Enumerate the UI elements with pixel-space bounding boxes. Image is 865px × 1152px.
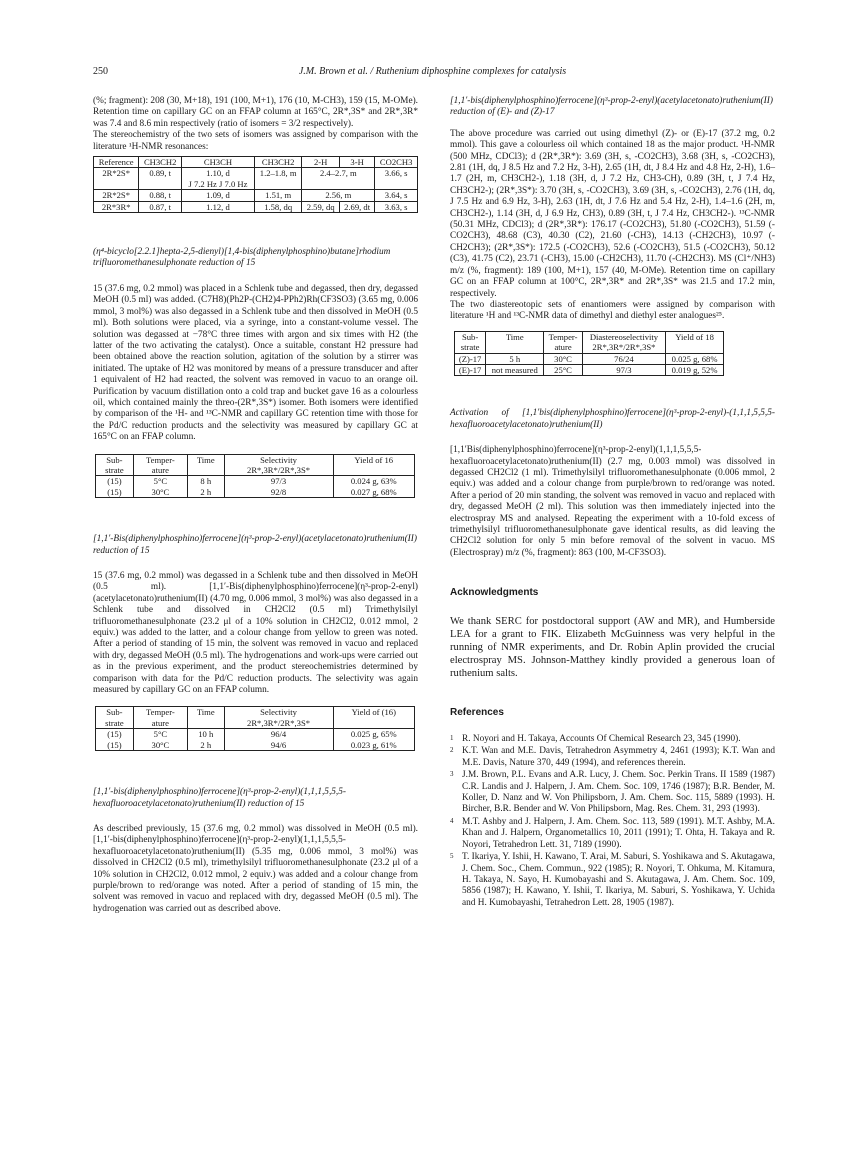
table-header-cell: Selectivity 2R*,3R*/2R*,3S* [224,707,333,729]
table-cell: 0.023 g, 61% [333,740,414,751]
table-cell: 2.56, m [302,190,375,201]
table-cell: 92/8 [224,487,333,498]
table-row [94,168,418,190]
table-cell: 30°C [133,487,187,498]
running-head: J.M. Brown et al. / Ruthenium diphosphine complexes for catalysis [298,66,567,77]
table-header-cell: CO2CH3 [375,157,418,168]
table-header-cell: Sub- strate [96,707,134,729]
page-header [93,66,772,80]
table-cell: 2 h [187,487,224,498]
nmr-reference-table [93,156,418,213]
section-heading-activation: Activation of [1,1′bis(diphenylphosphino)ferrocene](η³-prop-2-enyl)-(1,1,1,5,5,5-hexafluoroacetylacetonato)ruthenium(II) [450,408,775,430]
table-header-cell: Time [187,454,224,476]
table-cell: 0.025 g, 68% [666,353,724,364]
table-row [96,740,415,751]
table-header-cell: CH3CH2 [139,157,182,168]
table-cell: 2R*2S* [94,168,139,190]
table-header-cell: Temper- ature [544,331,582,353]
table-cell: 2.4–2.7, m [302,168,375,190]
table-cell: 1.12, d [182,201,255,212]
table-cell: 3.66, s [375,168,418,190]
table-header-cell: Yield of 18 [666,331,724,353]
ru-acac-procedure-paragraph: 15 (37.6 mg, 0.2 mmol) was degassed in a Schlenk tube and then dissolved in MeOH (0.5 ml). [1,1′-Bis(diphenylphosphino)ferrocene](η³-prop-2-enyl)(acetylacetonato)ruthenium(II) (4.70 mg, 0.006 mmol, 3 mol%) was also degassed in a Schlenk tube and dissolved in CH2Cl2 (0.5 ml) Trimethylsilyl trifluoromethanesulphonate (23.2 μl of a 10% solution in CH2Cl2, 0.012 mmol, 2 equiv.) was added to the latter, and a colour change from yellow to green was noted. After a period of standing of 15 min, the solvent was removed in vacuo and replaced with dry, degassed MeOH (0.5 ml). The hydrogenations and work-ups were carried out as in the previous experiment, and the product stereochemistries determined by comparison with data for the Pd/C reduction products. The selectivity was again measured by capillary GC on an FFAP column. [93,571,418,696]
table-header-row [96,454,415,476]
table-cell: 0.87, t [139,201,182,212]
table-cell: 0.025 g, 65% [333,729,414,740]
table-cell: (15) [96,487,134,498]
table-cell: 1.09, d [182,190,255,201]
reference-item [450,770,775,816]
assignment-paragraph: The two diastereotopic sets of enantiomers were assigned by comparison with literature ¹H and ¹³C-NMR data of dimethyl and diethyl ester analogues²⁵. [450,299,775,322]
reference-text: T. Ikariya, Y. Ishii, H. Kawano, T. Arai, M. Saburi, S. Yoshikawa and S. Akutagawa, J. Chem. Soc., Chem. Commun., 922 (1985); R. Noyori, T. Ohkuma, M. Kitamura, H. Takaya, N. Sayo, H. Kumobayashi and S. Akutagawa, J. Am. Chem. Soc. 109, 5856 (1987); H. Kawano, Y. Ishii, T. Ikariya, M. Saburi, S. Yoshikawa, Y. Uchida and H. Kumobayashi, Tetrahedron Lett. 28, 1905 (1987). [462,852,775,908]
ru-17-procedure-paragraph: The above procedure was carried out using dimethyl (Z)- or (E)-17 (37.2 mg, 0.2 mmol). This gave a colourless oil which contained 18 as the major product. ¹H-NMR (500 MHz, CDCl3); d (2R*,3R*): 3.69 (3H, s, -CO2CH3), 3.68 (3H, s, -CO2CH3), 2.81 (1H, dq, J 8.5 Hz and 7.2 Hz, 3-H), 2.65 (1H, dt, J 8.4 Hz and 4.8 Hz, 2-H), 1.6–1.7 (2H, m, CH3CH2-), 1.18 (3H, d, J 7.2 Hz, CH3-CH), 0.89 (3H, t, J 7.4 Hz, CH3CH2-); (2R*,3S*): 3.70 (3H, s, -CO2CH3), 3.69 (3H, s, -CO2CH3), 2.76 (1H, dq, J 7.5 Hz and 6.9 Hz, 3-H), 2.63 (1H, dt, J 7.6 Hz and 5.4 Hz, 2-H), 1.4–1.6 (2H, m, CH3CH2-), 1.14 (3H, d, J 6.9 Hz, CH3), 0.89 (3H, t, J 7.4 Hz, CH3CH2-). ¹³C-NMR (50.31 MHz, CDCl3); d (2R*,3R*): 176.17 (-CO2CH3), 51.80 (-CO2CH3), 51.59 (-CO2CH3), 48.68 (C3), 40.30 (C2), 21.60 (-CH3), 14.13 (-CH2CH3), 10.97 (-CH2CH3); (2R*,3S*): 172.5 (-CO2CH3), 52.6 (-CO2CH3), 51.5 (-CO2CH3), 50.12 (C3), 41.75 (C2), 23.71 (-CH3), 15.00 (-CH2CH3), 11.70 (-CH2CH3). MS (Cl⁺/NH3) m/z (%, fragment): 189 (100, M+1), 157 (40, M-OMe). Retention time on capillary GC on an FFAP column at 100°C, 2R*,3R* and 2R*,3S* was 21.5 and 17.2 min, respectively. [450,128,775,299]
table-cell: 1.10, d J 7.2 Hz J 7.0 Hz [182,168,255,190]
selectivity-table-rh [95,454,415,499]
section-heading-ru-acac: [1,1′-Bis(diphenylphosphino)ferrocene](η³-prop-2-enyl)(acetylacetonato)ruthenium(II) reduction of 15 [93,534,417,556]
table-cell: 1.58, dq [254,201,302,212]
reference-item [450,746,775,769]
diastereoselectivity-table [454,331,724,377]
table-cell: 3.64, s [375,190,418,201]
reference-number: 2 [450,746,454,755]
reference-number: 5 [450,852,454,861]
table-cell: 5°C [133,729,187,740]
references-heading: References [450,706,504,718]
table-cell: 2 h [187,740,224,751]
table-cell: 76/24 [582,353,665,364]
table-header-cell: Time [486,331,544,353]
table-cell: 10 h [187,729,224,740]
table-cell: 30°C [133,740,187,751]
table-cell: (15) [96,729,134,740]
reference-number: 3 [450,770,454,779]
reference-number: 1 [450,734,454,743]
section-heading-ru-17: [1,1′-bis(diphenylphosphino)ferrocene](η³-prop-2-enyl)(acetylacetonato)ruthenium(II) reduction of (E)- and (Z)-17 [450,96,773,118]
table-cell: 96/4 [224,729,333,740]
table-header-cell: Sub- strate [455,331,486,353]
table-cell: 2.59, dq [302,201,340,212]
table-cell: 8 h [187,476,224,487]
table-header-cell: CH3CH2 [254,157,302,168]
table-row [96,476,415,487]
table-cell: 0.89, t [139,168,182,190]
table-row [455,364,724,375]
table-cell: 25°C [544,364,582,375]
activation-paragraph: [1,1′Bis(diphenylphosphino)ferrocene](η³-prop-2-enyl)(1,1,1,5,5,5-hexafluoroacetylacetonato)ruthenium(II) (2.7 mg, 0.003 mmol) was dissolved in degassed CH2Cl2 (1 ml). Trimethylsilyl trifluoromethanesulphonate (0.006 mmol, 2 equiv.) was added and a colour change from purple/brown to red/orange was noted. After a period of 20 min standing, the solvent was removed in vacuo and replaced with dry, degassed MeOH (2 ml). This solution was then immediately injected into the electrospray MS and analysed. Repeating the experiment with a 10-fold excess of trimethylsilyl trifluoromethanesulphonate gave identical results, as did leaving the CH2Cl2 solution for only 5 min before removal of the solvent in vacuo. MS (Electrospray) m/z (%, fragment): 863 (100, M-CF3SO3). [450,445,775,558]
acknowledgments-text: We thank SERC for postdoctoral support (AW and MR), and Humberside LEA for a grant to FIK. Elizabeth McGuinness was very helpful in the running of NMR experiments, and Dr. Robin Aplin provided the crucial electrospray MS. Johnson-Matthey kindly provided a generous loan of ruthenium salts. [450,615,775,680]
table-header-cell: 3-H [339,157,374,168]
reference-item [450,817,775,851]
table-cell: 2R*2S* [94,190,139,201]
table-header-cell: Time [187,707,224,729]
table-cell: (Z)-17 [455,353,486,364]
table-header-cell: Selectivity 2R*,3R*/2R*,3S* [224,454,333,476]
right-column [450,96,775,910]
rh-procedure-paragraph: 15 (37.6 mg, 0.2 mmol) was placed in a Schlenk tube and degassed, then dry, degassed MeOH (0.5 ml) was added. (C7H8)(Ph2P-(CH2)4-PPh2)Rh(CF3SO3) (3.65 mg, 0.006 mmol, 3 mol%) was also degassed in a Schlenk tube and then dissolved in MeOH (0.5 ml). Both solutions were placed, via a syringe, into a constant-volume vessel. The solution was degassed at −78°C three times with argon and six times with H2 (the latter of the two activating the catalyst). Once a suitable, constant H2 pressure had been obtained above the reaction solution, agitation of the solution by a stirrer was initiated. The uptake of H2 was monitored by means of a pressure transducer and after 1 equivalent of H2 had reacted, the solvent was removed in vacuo to an orange oil. Purification by vacuum distillation onto a cold trap and bucket gave 16 as a colourless oil, which contained mainly the threo-(2R*,3S*) isomer. Both isomers were identified by comparison of the ¹H- and ¹³C-NMR and capillary GC retention time with those for the Pd/C reduction products and the selectivity was measured by capillary GC at 165°C on an FFAP column. [93,283,418,443]
table-cell: 0.027 g, 68% [333,487,414,498]
table-cell: 0.019 g, 52% [666,364,724,375]
table-cell: 1.51, m [254,190,302,201]
table-cell: 5°C [133,476,187,487]
stereo-paragraph: The stereochemistry of the two sets of isomers was assigned by comparison with the literature ¹H-NMR resonances: [93,130,418,152]
table-cell: 97/3 [582,364,665,375]
table-header-cell: Reference [94,157,139,168]
table-cell: 97/3 [224,476,333,487]
table-cell: 94/6 [224,740,333,751]
table-cell: 2R*3R* [94,201,139,212]
reference-text: M.T. Ashby and J. Halpern, J. Am. Chem. Soc. 113, 589 (1991). M.T. Ashby, M.A. Khan and J. Halpern, Organometallics 10, 2011 (1991); T. Ohta, H. Takaya and R. Noyori, Tetrahedron Lett. 31, 7189 (1990). [462,816,775,850]
ru-hfacac-procedure-paragraph: As described previously, 15 (37.6 mg, 0.2 mmol) was dissolved in MeOH (0.5 ml). [1,1′-bis(diphenylphosphino)ferrocene](η³-prop-2-enyl)(1,1,1,5,5,5-hexafluoroacetylacetonato)ruthenium(II) (5.35 mg, 0.006 mmol, 3 mol%) was dissolved in CH2Cl2 (0.5 ml), trimethylsilyl trifluoromethanesulphonate (23.2 μl of a 10% solution in CH2Cl2, 0.012 mmol, 2 equiv.) was added and a colour change from purple/brown to red/orange was noted. After a period of standing of 15 min, the solvent was removed in vacuo and replaced with dry, degassed MeOH (0.5 ml). The hydrogenation was carried out as described above. [93,823,418,914]
table-header-row [94,157,418,168]
page-number: 250 [93,66,108,77]
acknowledgments-heading: Acknowledgments [450,587,539,599]
table-header-cell: CH3CH [182,157,255,168]
reference-item [450,734,775,745]
reference-item [450,852,775,909]
table-header-row [96,707,415,729]
selectivity-table-ru-acac [95,706,415,751]
section-heading-ru-hfacac: [1,1′-bis(diphenylphosphino)ferrocene](η³-prop-2-enyl)(1,1,1,5,5,5-hexafluoroacetylacetonato)ruthenium(II) reduction of 15 [93,787,346,809]
reference-text: R. Noyori and H. Takaya, Accounts Of Chemical Research 23, 345 (1990). [462,734,741,745]
table-cell: 0.024 g, 63% [333,476,414,487]
references-list [450,734,775,909]
reference-text: K.T. Wan and M.E. Davis, Tetrahedron Asymmetry 4, 2461 (1993); K.T. Wan and M.E. Davis, Nature 370, 449 (1994), and references therein. [462,746,775,768]
table-header-cell: Yield of 16 [333,454,414,476]
intro-paragraph: (%; fragment): 208 (30, M+18), 191 (100, M+1), 176 (10, M-CH3), 159 (15, M-OMe). Retention time on capillary GC on an FFAP column at 165°C, 2R*,3S* and 2R*,3R* was 7.4 and 8.6 min respectively (ratio of isomers = 3/2 respectively). [93,96,418,129]
section-heading-rh: (η⁴-bicyclo[2.2.1]hepta-2,5-dienyl)[1,4-bis(diphenylphosphino)butane]rhodium trifluoromethanesulphonate reduction of 15 [93,247,391,269]
table-header-cell: Yield of (16) [333,707,414,729]
left-column [93,96,418,915]
reference-text: J.M. Brown, P.L. Evans and A.R. Lucy, J. Chem. Soc. Perkin Trans. II 1589 (1987) C.R. Landis and J. Halpern, J. Am. Chem. Soc. 109, 1746 (1987); B.R. Bender, M. Koller, D. Nanz and W. Von Philipsborn, J. Am. Chem. Soc. 115, 5889 (1993). H. Bircher, B.R. Bender and W. Von Philipsborn, Mag. Res. Chem. 31, 293 (1993). [462,770,775,815]
table-cell: 3.63, s [375,201,418,212]
table-cell: 5 h [486,353,544,364]
table-cell: (15) [96,476,134,487]
table-cell: 2.69, dt [339,201,374,212]
table-cell: not measured [486,364,544,375]
table-header-cell: Temper- ature [133,454,187,476]
table-cell: 30°C [544,353,582,364]
table-header-row [455,331,724,353]
table-row [94,190,418,201]
reference-number: 4 [450,816,454,825]
table-header-cell: Sub- strate [96,454,134,476]
table-row [96,487,415,498]
table-cell: (E)-17 [455,364,486,375]
table-row [94,201,418,212]
table-row [96,729,415,740]
table-cell: (15) [96,740,134,751]
table-header-cell: Temper- ature [133,707,187,729]
table-cell: 1.2–1.8, m [254,168,302,190]
table-header-cell: 2-H [302,157,340,168]
table-row [455,353,724,364]
table-cell: 0.88, t [139,190,182,201]
table-header-cell: Diastereoselectivity 2R*,3R*/2R*,3S* [582,331,665,353]
